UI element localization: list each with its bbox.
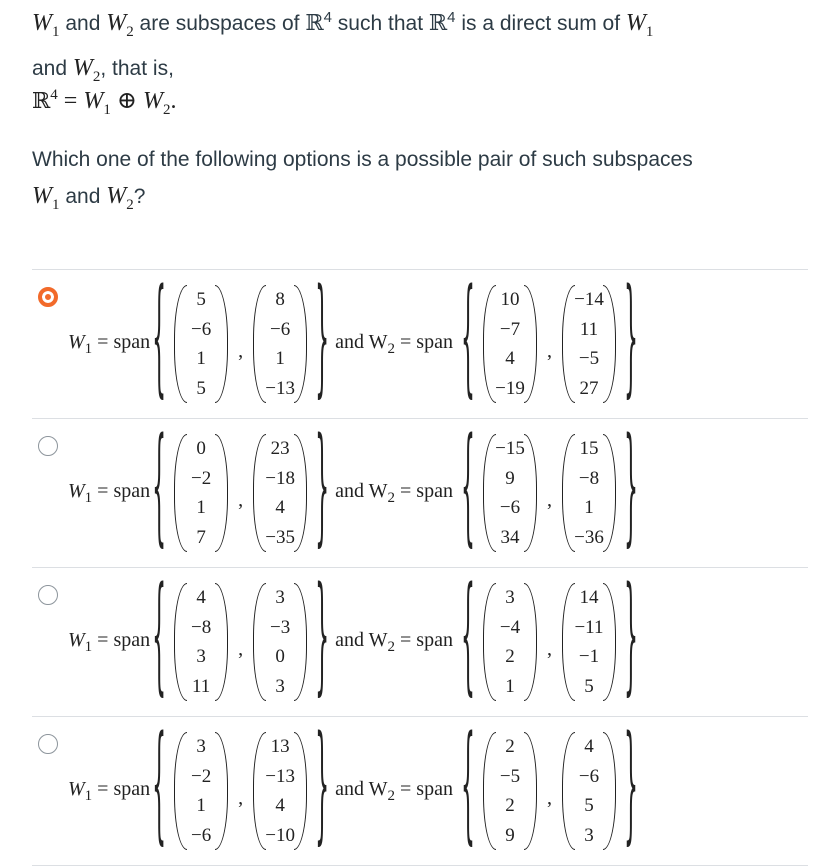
text-are-subspaces: are subspaces of (133, 12, 306, 35)
left-brace: { (460, 566, 475, 712)
vector-entry: −15 (495, 438, 525, 459)
w2-vector-2 (562, 434, 616, 552)
left-brace: { (460, 268, 475, 414)
w2-span-set (459, 715, 640, 861)
vector-entry: −2 (191, 467, 212, 489)
oplus-sign: ⊕ (110, 88, 143, 114)
vector-entry: 27 (579, 377, 599, 399)
vector-entry: −6 (499, 497, 521, 519)
text-and: and (59, 185, 107, 208)
and-text: and W (335, 777, 388, 800)
vector-entry: −7 (499, 318, 521, 340)
vector-entry: −6 (191, 824, 212, 846)
text-such-that: such that (331, 12, 429, 35)
comma: , (546, 786, 552, 809)
vector-entry: −6 (191, 318, 212, 340)
vector-entry: −5 (499, 765, 521, 787)
w1-subscript: 1 (84, 489, 93, 506)
w2-vector-1 (483, 285, 537, 403)
text-that-is: , that is, (100, 56, 174, 80)
vector-entry: −13 (265, 377, 295, 399)
vector-entry: −8 (191, 616, 212, 638)
left-brace: { (152, 566, 167, 712)
radio-button[interactable] (38, 734, 58, 754)
and-text: and W (335, 330, 388, 353)
vector-entry: −6 (578, 765, 600, 787)
vector-entry: 5 (196, 289, 206, 310)
w1-symbol: W (83, 88, 104, 114)
w2-label (335, 331, 453, 358)
vector-entry: −6 (270, 318, 291, 340)
vector-entry: 1 (505, 675, 515, 697)
w1-symbol: W (32, 183, 52, 209)
question-mark: ? (133, 185, 146, 208)
left-brace: { (460, 417, 475, 563)
vector-entry: 14 (579, 587, 599, 608)
comma: , (238, 339, 244, 362)
w1-symbol: W (68, 777, 85, 800)
left-brace: { (152, 268, 167, 414)
question-text (32, 0, 812, 95)
span-text: = span (395, 330, 453, 353)
w1-symbol: W (32, 10, 52, 36)
right-brace: } (623, 417, 638, 563)
vector-entry: 3 (505, 587, 515, 608)
w2-span-set (459, 268, 640, 414)
radio-button[interactable] (38, 585, 58, 605)
vector-entry: 4 (275, 497, 285, 519)
option-expression (68, 268, 640, 414)
vector-entry: 1 (196, 795, 206, 817)
w1-subscript: 1 (84, 340, 93, 357)
w1-label (68, 629, 150, 656)
span-text: = span (395, 628, 453, 651)
right-brace: } (623, 715, 638, 861)
vector-entry: 8 (275, 289, 285, 310)
vector-entry: 3 (275, 587, 285, 608)
vector-entry: −11 (574, 616, 604, 638)
vector-entry: 9 (505, 824, 515, 846)
w2-subscript: 2 (387, 787, 396, 804)
w2-span-set (459, 417, 640, 563)
prompt-text: Which one of the following options is a possible pair of such subspaces (32, 148, 693, 171)
r-symbol: ℝ (32, 89, 51, 114)
vector-entry: 1 (275, 348, 285, 370)
vector-entry: −18 (265, 467, 295, 489)
w2-subscript: 2 (126, 196, 134, 213)
w1-vector-1 (174, 732, 228, 850)
w2-span-set (459, 566, 640, 712)
option-expression (68, 417, 640, 563)
w1-symbol: W (68, 330, 85, 353)
w2-symbol: W (106, 10, 127, 36)
right-brace: } (623, 566, 638, 712)
right-brace: } (315, 715, 330, 861)
w2-vector-2 (562, 285, 616, 403)
vector-entry: −14 (574, 289, 604, 310)
w2-label (335, 778, 453, 805)
vector-entry: −35 (265, 526, 295, 548)
w2-subscript: 2 (162, 101, 171, 118)
right-brace: } (623, 268, 638, 414)
radio-button[interactable] (38, 287, 58, 307)
w2-label (335, 629, 453, 656)
equals-sign: = (57, 88, 84, 114)
option-expression (68, 566, 640, 712)
span-text: = span (92, 479, 151, 502)
w1-subscript: 1 (52, 196, 60, 213)
r-superscript: 4 (50, 87, 58, 103)
w2-symbol: W (106, 183, 127, 209)
w1-subscript: 1 (84, 638, 93, 655)
vector-entry: 5 (584, 675, 594, 697)
w1-span-set (150, 566, 331, 712)
right-brace: } (315, 566, 330, 712)
w1-subscript: 1 (52, 23, 60, 40)
r-symbol: ℝ (305, 11, 324, 36)
comma: , (546, 488, 552, 511)
vector-entry: 1 (196, 497, 206, 519)
w2-subscript: 2 (387, 340, 396, 357)
vector-entry: 4 (275, 795, 285, 817)
w1-symbol: W (68, 479, 85, 502)
vector-entry: 7 (196, 526, 206, 548)
vector-entry: 4 (505, 348, 515, 370)
vector-entry: 3 (196, 646, 206, 668)
vector-entry: 34 (500, 526, 520, 548)
radio-button[interactable] (38, 436, 58, 456)
w1-subscript: 1 (84, 787, 93, 804)
w1-vector-1 (174, 434, 228, 552)
vector-entry: 4 (196, 587, 206, 608)
w1-subscript: 1 (645, 23, 654, 40)
w1-label (68, 331, 150, 358)
w1-label (68, 480, 150, 507)
vector-entry: 1 (196, 348, 206, 370)
answer-option-4[interactable] (32, 716, 808, 866)
vector-entry: 3 (584, 824, 594, 846)
comma: , (546, 637, 552, 660)
w2-subscript: 2 (387, 489, 396, 506)
w2-vector-1 (483, 434, 537, 552)
w1-vector-2 (253, 583, 307, 701)
w1-span-set (150, 715, 331, 861)
answer-options (32, 269, 808, 866)
vector-entry: −3 (270, 616, 291, 638)
text-and: and (59, 12, 107, 35)
w1-vector-1 (174, 285, 228, 403)
r-symbol: ℝ (428, 11, 448, 36)
span-text: = span (395, 479, 453, 502)
w2-vector-1 (483, 732, 537, 850)
w1-vector-2 (253, 732, 307, 850)
period: . (170, 88, 177, 114)
w2-subscript: 2 (387, 638, 396, 655)
vector-entry: 2 (505, 646, 515, 668)
w1-symbol: W (68, 628, 85, 651)
left-brace: { (152, 715, 167, 861)
text-and: and (32, 56, 73, 80)
answer-option-1[interactable] (32, 269, 808, 418)
vector-entry: −1 (578, 646, 600, 668)
vector-entry: 2 (505, 795, 515, 817)
w1-label (68, 778, 150, 805)
vector-entry: 0 (275, 646, 285, 668)
r-superscript: 4 (323, 9, 332, 26)
vector-entry: 1 (584, 497, 594, 519)
vector-entry: −36 (574, 526, 604, 548)
span-text: = span (92, 628, 151, 651)
vector-entry: 3 (196, 736, 206, 757)
vector-entry: 23 (270, 438, 290, 459)
and-text: and W (335, 628, 388, 651)
vector-entry: −10 (265, 824, 295, 846)
vector-entry: 0 (196, 438, 206, 459)
w2-vector-2 (562, 583, 616, 701)
vector-entry: −13 (265, 765, 295, 787)
and-text: and W (335, 479, 388, 502)
vector-entry: 3 (275, 675, 285, 697)
vector-entry: −2 (191, 765, 212, 787)
answer-option-3[interactable] (32, 567, 808, 716)
w1-symbol: W (625, 10, 646, 36)
w2-vector-1 (483, 583, 537, 701)
left-brace: { (460, 715, 475, 861)
vector-entry: 4 (584, 736, 594, 757)
w1-vector-2 (253, 434, 307, 552)
vector-entry: 2 (505, 736, 515, 757)
span-text: = span (92, 330, 151, 353)
w2-symbol: W (72, 54, 93, 81)
vector-entry: 11 (579, 318, 599, 340)
vector-entry: 9 (505, 467, 515, 489)
vector-entry: −4 (499, 616, 521, 638)
w2-vector-2 (562, 732, 616, 850)
text-direct-sum: is a direct sum of (455, 12, 626, 35)
span-text: = span (395, 777, 453, 800)
direct-sum-equation (32, 86, 176, 119)
option-expression (68, 715, 640, 861)
vector-entry: −5 (578, 348, 600, 370)
span-text: = span (92, 777, 151, 800)
comma: , (238, 637, 244, 660)
w2-label (335, 480, 453, 507)
w1-span-set (150, 417, 331, 563)
w1-vector-2 (253, 285, 307, 403)
comma: , (546, 339, 552, 362)
vector-entry: −19 (495, 377, 525, 399)
vector-entry: −8 (578, 467, 600, 489)
w1-span-set (150, 268, 331, 414)
vector-entry: 10 (500, 289, 520, 310)
w1-vector-1 (174, 583, 228, 701)
vector-entry: 11 (191, 675, 211, 697)
w2-subscript: 2 (126, 23, 134, 40)
right-brace: } (315, 268, 330, 414)
w2-subscript: 2 (92, 68, 101, 85)
w2-symbol: W (142, 88, 163, 114)
w1-subscript: 1 (103, 101, 111, 118)
question-prompt (32, 142, 812, 223)
comma: , (238, 786, 244, 809)
vector-entry: 5 (584, 795, 594, 817)
comma: , (238, 488, 244, 511)
vector-entry: 15 (579, 438, 599, 459)
answer-option-2[interactable] (32, 418, 808, 567)
vector-entry: 5 (196, 377, 206, 399)
right-brace: } (315, 417, 330, 563)
left-brace: { (152, 417, 167, 563)
r-superscript: 4 (447, 9, 456, 26)
vector-entry: 13 (270, 736, 290, 757)
